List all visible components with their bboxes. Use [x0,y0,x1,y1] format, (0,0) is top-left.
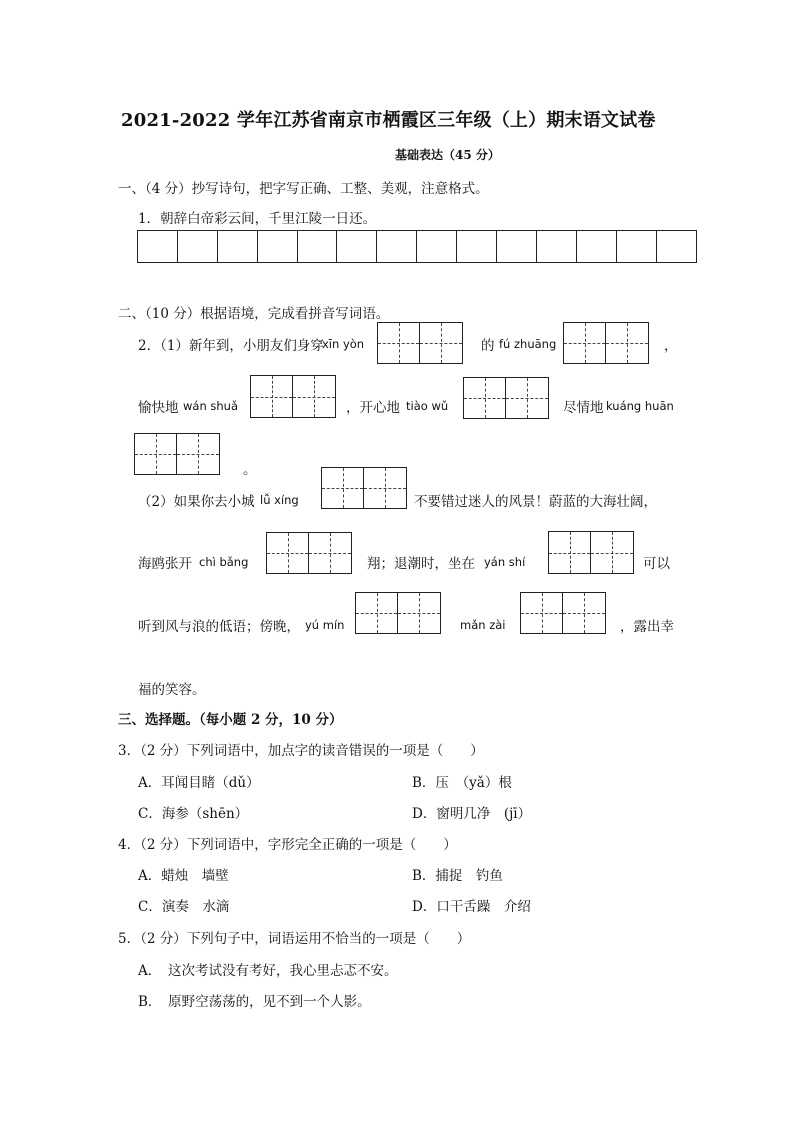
section-3-heading: 三、选择题。（每小题 2 分，10 分） [118,712,343,728]
answer-box-fuzhuang[interactable] [563,322,649,364]
q4-option-c[interactable]: C．演奏 水滴 [138,899,230,915]
pinyin-yumin: yú mín [305,618,345,632]
grid-cell[interactable] [258,231,298,262]
grid-cell[interactable] [337,231,377,262]
grid-cell[interactable] [377,231,417,262]
grid-cell[interactable] [417,231,457,262]
s2-line1-text-b: 的 [481,338,495,354]
answer-box-lvxing[interactable] [321,467,407,509]
grid-cell[interactable] [537,231,577,262]
answer-box-yanshi[interactable] [548,531,634,574]
grid-cell[interactable] [178,231,218,262]
question-3-stem: 3．（2 分）下列词语中，加点字的读音错误的一项是（ ） [118,743,484,759]
answer-box-manzai[interactable] [520,592,606,634]
answer-box-tiaowu[interactable] [463,377,549,419]
pinyin-manzai: mǎn zài [460,618,506,632]
answer-box-kuanghuan[interactable] [134,433,220,475]
s2-line1-text-c: ， [664,338,678,354]
question-1: 1．朝辞白帝彩云间，千里江陵一日还。 [138,211,377,227]
s2-line6-text-a: 听到风与浪的低语；傍晚， [138,619,300,635]
pinyin-fuzhuang: fú zhuāng [499,337,557,351]
s2-line5-text-a: 海鸥张开 [138,556,192,572]
grid-cell[interactable] [138,231,178,262]
q3-option-d[interactable]: D．窗明几净 (jī） [412,806,532,822]
s2-line4-text-b: 不要错过迷人的风景！蔚蓝的大海壮阔， [414,494,657,510]
answer-box-chibang[interactable] [266,532,352,574]
grid-cell[interactable] [657,231,697,262]
section-1-heading: 一、（4 分）抄写诗句，把字写正确、工整、美观，注意格式。 [118,181,489,197]
s2-line5-text-b: 翔；退潮时，坐在 [367,556,475,572]
q3-option-a[interactable]: A．耳闻目睹（dǔ） [138,775,260,791]
pinyin-lvxing: lǚ xíng [260,493,299,507]
q4-option-b[interactable]: B．捕捉 钓鱼 [412,868,503,884]
s2-line3-end: 。 [243,462,257,478]
section-2-heading: 二、（10 分）根据语境，完成看拼音写词语。 [118,306,390,322]
page-title: 2021-2022 学年江苏省南京市栖霞区三年级（上）期末语文试卷 [121,110,656,131]
q5-option-b[interactable]: B． 原野空荡荡的，见不到一个人影。 [138,994,371,1010]
s2-line2-text-c: 尽情地 [563,400,604,416]
grid-cell[interactable] [218,231,258,262]
pinyin-chibang: chì bǎng [199,555,249,569]
grid-cell[interactable] [577,231,617,262]
s2-line2-text-b: ，开心地 [346,400,400,416]
s2-line1-text-a: 2．（1）新年到，小朋友们身穿 [138,338,324,354]
question-5-stem: 5．（2 分）下列句子中，词语运用不恰当的一项是（ ） [118,931,471,947]
pinyin-yanshi: yán shí [484,555,526,569]
q3-option-b[interactable]: B．压 （yǎ）根 [412,775,512,791]
q4-option-d[interactable]: D．口干舌躁 介绍 [412,899,531,915]
pinyin-kuanghuan: kuáng huān [606,399,674,413]
copy-writing-grid[interactable] [137,230,697,263]
s2-line7-text: 福的笑容。 [138,682,206,698]
grid-cell[interactable] [497,231,537,262]
grid-cell[interactable] [617,231,657,262]
s2-line6-text-b: ，露出幸 [620,619,674,635]
answer-box-yumin[interactable] [355,592,441,634]
grid-cell[interactable] [457,231,497,262]
answer-box-xinyi[interactable] [377,322,463,364]
pinyin-wanshua: wán shuǎ [183,399,239,413]
s2-line4-text-a: （2）如果你去小城 [138,494,255,510]
pinyin-tiaowu: tiào wǔ [406,399,449,413]
question-4-stem: 4．（2 分）下列词语中，字形完全正确的一项是（ ） [118,837,457,853]
s2-line5-text-c: 可以 [643,556,670,572]
s2-line2-text-a: 愉快地 [138,400,179,416]
q4-option-a[interactable]: A．蜡烛 墙壁 [138,868,229,884]
page-subtitle: 基础表达（45 分） [395,148,500,162]
pinyin-xinyi: xīn yòn [322,337,365,351]
q5-option-a[interactable]: A． 这次考试没有考好，我心里忐忑不安。 [138,963,398,979]
grid-cell[interactable] [298,231,338,262]
q3-option-c[interactable]: C．海参（shēn） [138,806,249,822]
answer-box-wanshua[interactable] [250,375,336,418]
